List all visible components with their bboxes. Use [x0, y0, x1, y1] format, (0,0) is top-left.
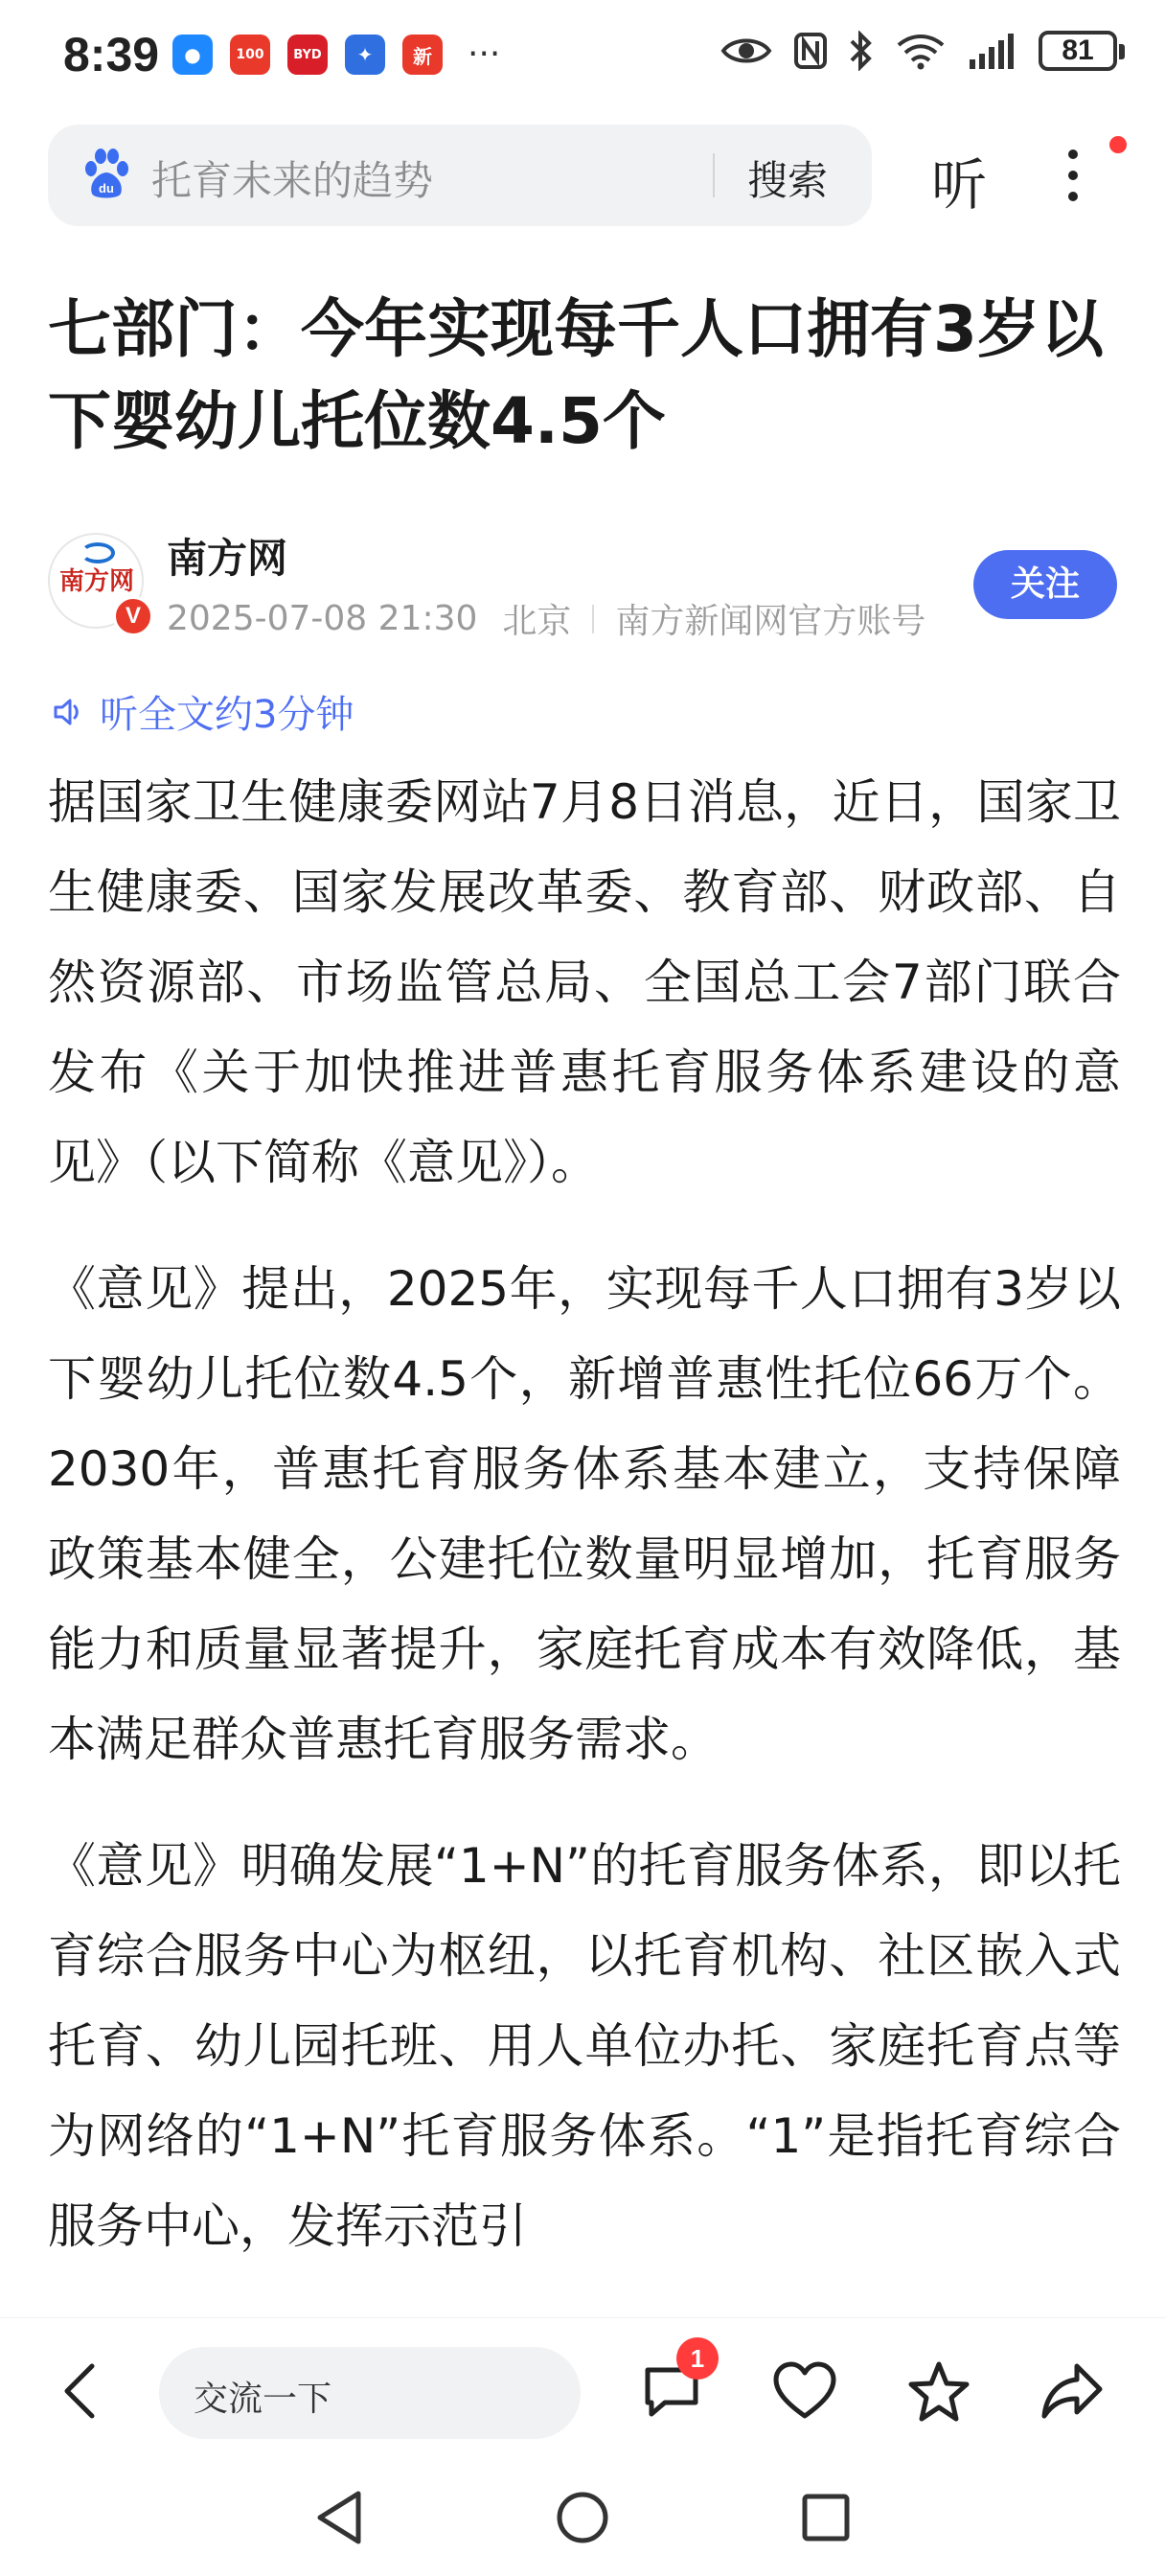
nav-recents-icon[interactable]: [797, 2488, 855, 2547]
speaker-icon: [52, 695, 86, 729]
eye-icon: [720, 34, 772, 68]
notification-dot: [1109, 136, 1127, 153]
listen-full-label: 听全文约3分钟: [100, 693, 354, 737]
comment-input[interactable]: [159, 2347, 581, 2439]
follow-button[interactable]: 关注: [973, 550, 1117, 619]
more-options-icon[interactable]: [1063, 144, 1083, 211]
bottom-action-bar: [0, 2317, 1165, 2462]
chat-bubble-app-icon: ●: [172, 34, 213, 75]
like-heart-icon[interactable]: [772, 2360, 837, 2422]
back-arrow-icon[interactable]: [54, 2360, 111, 2422]
meta-divider: [592, 605, 594, 633]
nav-back-icon[interactable]: [312, 2488, 368, 2547]
publish-datetime: 2025-07-08 21:30: [167, 599, 478, 638]
system-nav-bar: [0, 2461, 1165, 2576]
battery-icon: 81: [1039, 31, 1117, 71]
search-bar[interactable]: [48, 125, 872, 226]
svg-text:du: du: [99, 181, 114, 196]
nav-home-icon[interactable]: [554, 2488, 611, 2547]
system-icons: [720, 31, 1117, 71]
bluetooth-icon: [849, 31, 874, 71]
author-name[interactable]: 南方网: [167, 535, 288, 582]
comment-placeholder: 交流一下: [194, 2380, 332, 2419]
verified-badge-icon: V: [113, 596, 153, 636]
status-time: 8:39: [63, 28, 160, 81]
baidu-paw-icon: [80, 148, 132, 201]
article-meta: [167, 594, 925, 643]
listen-full-article[interactable]: [52, 684, 354, 739]
favorite-star-icon[interactable]: [906, 2360, 971, 2424]
listen-button[interactable]: 听: [931, 152, 988, 218]
avatar-logo-text: 南方网: [59, 567, 135, 596]
article-paragraph: 《意见》提出，2025年，实现每千人口拥有3岁以下婴幼儿托位数4.5个，新增普惠性托位66万个。2030年，普惠托育服务体系基本建立，支持保障政策基本健全，公建托位数量明显增加，托育服务能力和质量显著提升，家庭托育成本有效降低，基本满足群众普惠托育服务需求。: [48, 1261, 1121, 1767]
more-notifications-icon: ···: [468, 34, 501, 74]
red-news-app-icon: 新: [402, 34, 443, 75]
comment-count-badge: 1: [676, 2337, 719, 2380]
article-paragraph: 据国家卫生健康委网站7月8日消息，近日，国家卫生健康委、国家发展改革委、教育部、财政部、自然资源部、市场监管总局、全国总工会7部门联合发布《关于加快推进普惠托育服务体系建设的意见》（以下简称《意见》）。: [48, 774, 1121, 1190]
article-title: 七部门：今年实现每千人口拥有3岁以下婴幼儿托位数4.5个: [48, 292, 1104, 458]
article-body: [48, 757, 1121, 2317]
blue-app-icon: ✦: [345, 34, 385, 75]
logo-swirl-icon: [80, 542, 115, 564]
signal-icon: [968, 33, 1017, 69]
status-bar: [0, 0, 1165, 115]
article-paragraph: 《意见》明确发展“1+N”的托育服务体系，即以托育综合服务中心为枢纽，以托育机构、社区嵌入式托育、幼儿园托班、用人单位办托、家庭托育点等为网络的“1+N”托育服务体系。“1”是指托育综合服务中心，发挥示范引: [48, 1838, 1121, 2254]
search-divider: [713, 153, 715, 197]
search-input[interactable]: 托育未来的趋势: [151, 157, 434, 204]
app-icon-100: 100: [230, 34, 270, 75]
wifi-icon: [895, 32, 947, 70]
search-button[interactable]: 搜索: [747, 157, 829, 204]
nfc-icon: [793, 32, 828, 70]
publish-location: 北京: [502, 602, 572, 641]
byd-app-icon: BYD: [287, 34, 328, 75]
notification-icons: [172, 34, 500, 75]
account-type: 南方新闻网官方账号: [615, 602, 926, 641]
share-arrow-icon[interactable]: [1040, 2360, 1106, 2422]
